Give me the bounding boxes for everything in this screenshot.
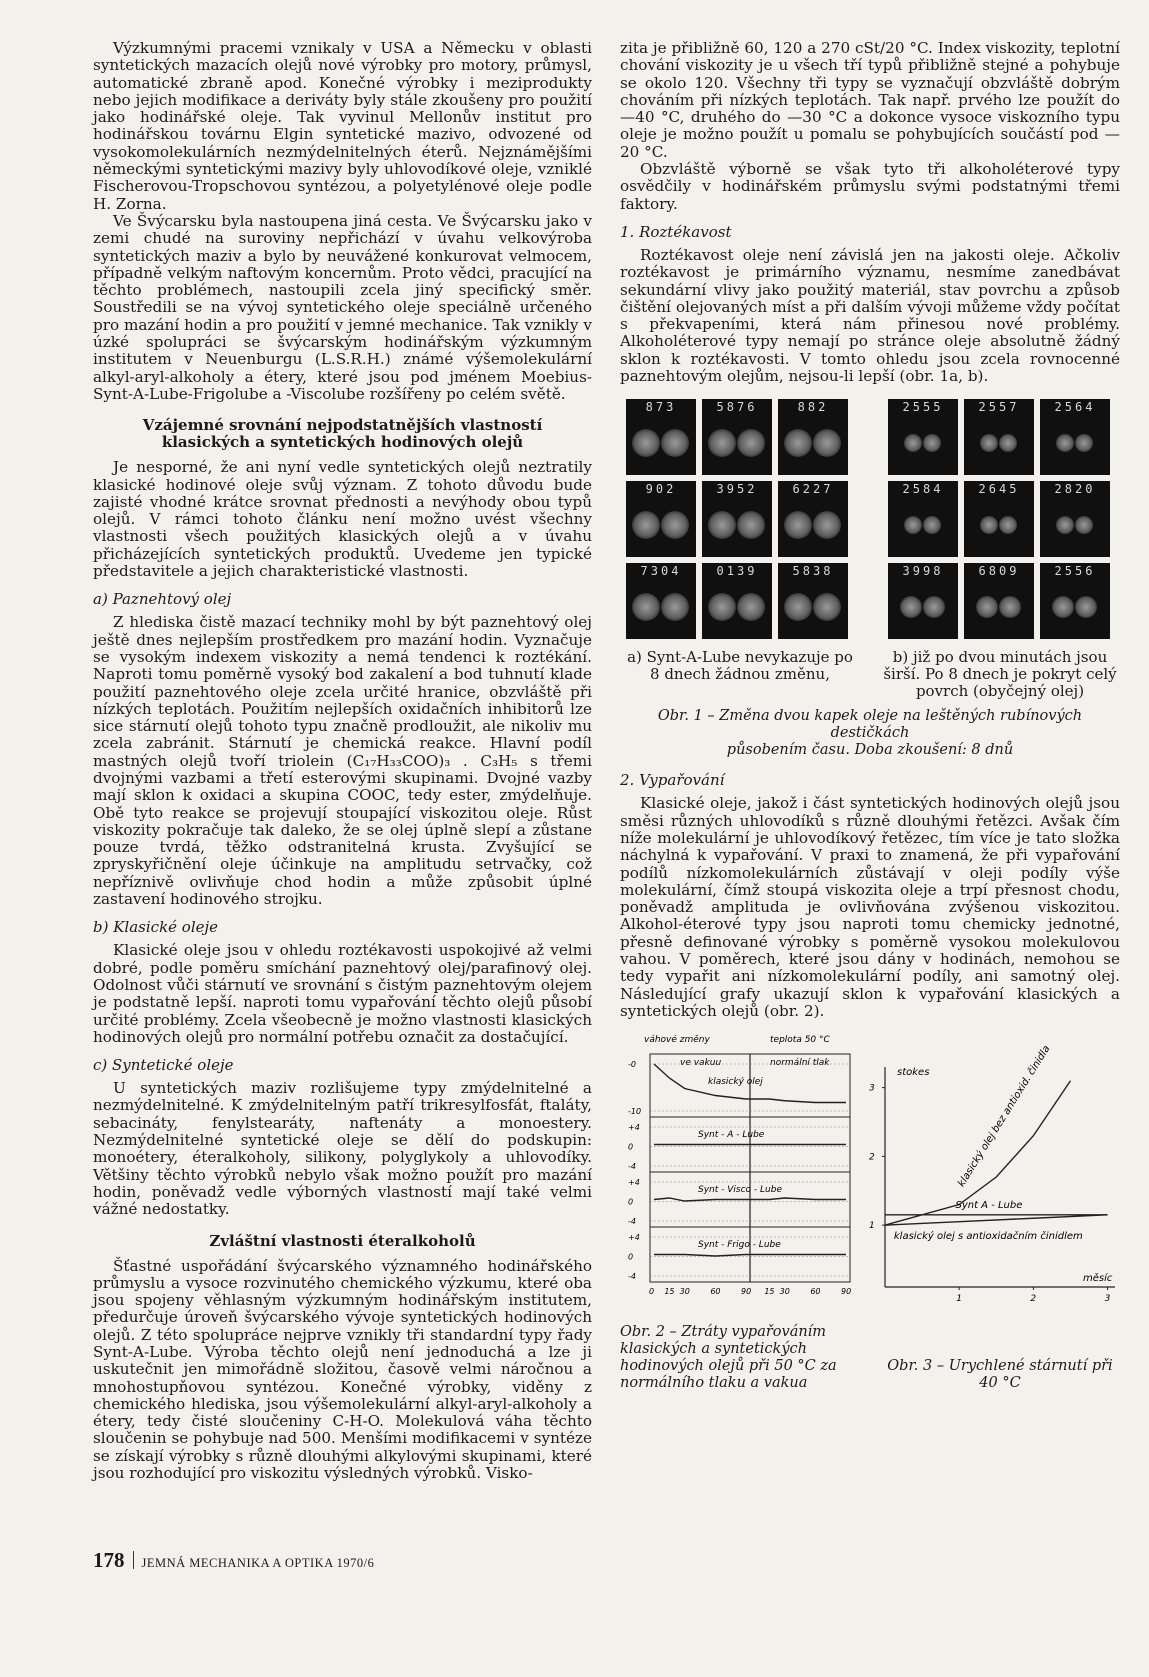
photo-tile <box>964 481 1034 557</box>
figure-1-subcaptions <box>620 649 1120 700</box>
oil-drop <box>661 593 689 621</box>
oil-drop <box>904 434 922 452</box>
photo-tile <box>888 399 958 475</box>
fig3-series-label: klasický olej bez antioxid. činidla <box>956 1043 1053 1190</box>
figure-3-caption: Obr. 3 – Urychlené stárnutí při 40 °C <box>887 1358 1113 1392</box>
section-heading-comparison <box>93 417 592 451</box>
oil-drop <box>904 516 922 534</box>
fig2-series-label: Synt - A - Lube <box>698 1130 765 1141</box>
fig2-y-tick: +4 <box>628 1123 640 1133</box>
photo-tile-number: 7304 <box>640 564 682 579</box>
fig2-series-label: Synt - Frigo - Lube <box>698 1240 781 1251</box>
fig2-x-tick: 90 <box>741 1287 752 1297</box>
photo-tile <box>702 563 772 639</box>
fig2-x-tick: 15 <box>664 1287 675 1297</box>
fig2-x-tick: 30 <box>779 1287 790 1297</box>
page-number: 178 <box>93 1548 125 1572</box>
oil-drop <box>999 596 1021 618</box>
paragraph-a: Z hlediska čistě mazací techniky mohl by být paznehtový olej ještě dnes nejlepším prostředkem pro mazání hodin. Vyznačuje se vysokým indexem viskozity a nemá tendenci k roztékání. Naproti tomu poměrně vysoký bod zakalení a bod tuhnutí klade použití paznehtového oleje zcela určité hranice, obzvláště při nízkých teplotách. Použitím nejlepších oxidačních inhibitorů lze sice stárnutí olejů tohoto typu značně prodloužit, ale nikoliv mu zcela zabránit. Stárnutí je chemická reakce. Hlavní podíl mastných olejů tvoří triolein (C₁₇H₃₃COO)₃ . C₃H₅ s třemi dvojnými vazbami a třetí esterovými skupinami. Dvojné vazby mají sklon k oxidaci a skupina COOC, tedy ester, zmýdelňuje. Obě tyto reakce se projevují stoupající viskozitou oleje. Růst viskozity pokračuje tak daleko, že se olej úplně slepí a zůstane pouze tvrdá, těžko odstranitelná krusta. Zvyšující se zpryskyřičnění oleje účinkuje na amplitudu setrvačky, což nepříznivě ovlivňuje chod hodin a může způsobit úplné zastavení hodinového strojku. <box>93 613 592 909</box>
photo-tile-number: 2820 <box>1054 482 1096 497</box>
intro-paragraph-2: Ve Švýcarsku byla nastoupena jiná cesta. Ve Švýcarsku jako v zemi chudé na suroviny nepřichází v úvahu velkovýroba syntetických maziv a bylo by neuvážené konkurovat velmocem, případně velkým naftovým koncernům. Proto vědci, pracující na těchto problémech, nastoupili zcela jiný specifický směr. Soustředili se na vývoj syntetického oleje speciálně určeného pro mazání hodin a pro použití v jemné mechanice. Tak vznikly v úzké spolupráci se švýcarským hodinářským výzkumným institutem v Neuenburgu (L.S.R.H.) známé výšemolekulární alkyl-aryl-alkoholy a étery, které jsou pod jménem Moebius-Synt-A-Lube-Frigolube a -Viscolube rozšířeny po celém světě. <box>93 211 592 403</box>
photo-tile <box>626 481 696 557</box>
oil-drop <box>999 516 1017 534</box>
photo-tile <box>964 399 1034 475</box>
paragraph-b: Klasické oleje jsou v ohledu roztékavosti uspokojivé až velmi dobré, podle poměru smíchání paznehtový olej/parafinový olej. Odolnost vůči stárnutí ve srovnání s čistým paznehtovým olejem je podstatně lepší. naproti tomu vypařování těchto olejů působí určité problémy. Zcela všeobecně je možno vlastnosti klasických hodinových olejů pro normální potřebu označit za dostačující. <box>93 941 592 1046</box>
photo-tile <box>1040 563 1110 639</box>
fig2-panel-label: ve vakuu <box>680 1058 722 1069</box>
photo-tile-number: 873 <box>645 400 677 415</box>
fig2-y-tick: -4 <box>628 1272 636 1282</box>
oil-drop <box>976 596 998 618</box>
fig2-y-tick: -4 <box>628 1217 636 1227</box>
heading-line-1: Vzájemné srovnání nejpodstatnějších vlastností <box>142 416 543 435</box>
oil-drop <box>737 429 765 457</box>
fig2-series-label: Synt - Visco - Lube <box>698 1185 782 1196</box>
photo-tile-number: 2564 <box>1054 400 1096 415</box>
fig2-y-tick: -10 <box>628 1107 642 1117</box>
oil-drop <box>923 516 941 534</box>
photo-tile <box>1040 399 1110 475</box>
fig2-x-tick: 0 <box>649 1287 655 1297</box>
photo-tile <box>626 399 696 475</box>
figure-1b-caption: b) již po dvou minutách jsou širší. Po 8 dnech je pokryt celý povrch (obyčejný olej) <box>883 648 1117 701</box>
oil-drop <box>632 511 660 539</box>
subheading-a: a) Paznehtový olej <box>93 590 232 609</box>
fig3-y-tick: 1 <box>869 1221 875 1232</box>
oil-drop <box>708 511 736 539</box>
photo-tile <box>626 563 696 639</box>
oil-drop <box>784 429 812 457</box>
oil-drop <box>980 434 998 452</box>
fig2-y-tick: 0 <box>628 1142 634 1152</box>
figures-2-3-charts <box>620 1032 1120 1322</box>
fig2-y-tick: 0 <box>628 1197 634 1207</box>
fig2-series-label: klasický olej <box>708 1077 763 1088</box>
oil-drop <box>923 434 941 452</box>
photo-tile-number: 3952 <box>716 482 758 497</box>
photo-tile <box>888 563 958 639</box>
photo-tile-number: 0139 <box>716 564 758 579</box>
figure-1a-caption: a) Synt-A-Lube nevykazuje po 8 dnech žádnou změnu, <box>627 648 853 684</box>
photo-tile <box>778 563 848 639</box>
footer-divider <box>133 1551 134 1569</box>
photo-tile-number: 2556 <box>1054 564 1096 579</box>
oil-drop <box>1052 596 1074 618</box>
left-column <box>93 40 592 1482</box>
oil-drop <box>737 511 765 539</box>
oil-drop <box>1075 434 1093 452</box>
oil-drop <box>813 429 841 457</box>
right-column <box>620 40 1120 1392</box>
fig2-x-tick: 30 <box>679 1287 690 1297</box>
photo-tile <box>1040 481 1110 557</box>
fig2-x-tick: 60 <box>710 1287 721 1297</box>
journal-name: JEMNÁ MECHANIKA A OPTIKA 1970/6 <box>141 1556 375 1570</box>
fig3-y-tick: 2 <box>869 1152 875 1163</box>
fig2-y-tick: +4 <box>628 1178 640 1188</box>
photo-tile <box>888 481 958 557</box>
oil-drop <box>708 429 736 457</box>
photo-tile-number: 902 <box>645 482 677 497</box>
heading-line-2: klasických a syntetických hodinových olejů <box>161 433 524 452</box>
photo-tile-number: 5838 <box>792 564 834 579</box>
oil-drop <box>999 434 1017 452</box>
fig2-x-tick: 15 <box>764 1287 775 1297</box>
fig2-y-tick: 0 <box>628 1252 634 1262</box>
figure-1-photo-grid <box>620 399 1120 643</box>
oil-drop <box>1075 516 1093 534</box>
fig3-x-tick: 2 <box>1030 1294 1037 1305</box>
oil-drop <box>813 511 841 539</box>
photo-tile-number: 2555 <box>902 400 944 415</box>
photo-tile <box>964 563 1034 639</box>
fig2-y-tick: -0 <box>628 1060 636 1070</box>
subheading-b: b) Klasické oleje <box>93 918 219 937</box>
subheading-c: c) Syntetické oleje <box>93 1056 234 1075</box>
intro-paragraph-1: Výzkumnými pracemi vznikaly v USA a Německu v oblasti syntetických mazacích olejů nové výrobky pro motory, průmysl, automatické zbraně apod. Konečné výrobky i meziprodukty nebo jejich modifikace a deriváty byly stále zkoušeny pro použití jako hodinářské oleje. Tak vyvinul Mellonův institut pro hodinářskou továrnu Elgin syntetické mazivo, odvozené od vysokomolekulárních nezmýdelnitelných éterů. Nejznámějšími německými syntetickými mazivy byly uhlovodíkové oleje, vzniklé Fischerovou-Tropschovou syntézou, a polyetylénové oleje podle H. Zorna. <box>93 39 592 213</box>
oil-drop <box>784 593 812 621</box>
oil-drop <box>632 429 660 457</box>
oil-drop <box>737 593 765 621</box>
fig3-ylabel: stokes <box>897 1067 930 1079</box>
fig3-y-tick: 3 <box>869 1083 875 1094</box>
fig3-series-label: klasický olej s antioxidačním činidlem <box>893 1231 1083 1243</box>
subheading-1: 1. Roztékavost <box>620 222 732 241</box>
oil-drop <box>632 593 660 621</box>
oil-drop <box>980 516 998 534</box>
photo-tile-number: 6227 <box>792 482 834 497</box>
photo-tile-number: 6809 <box>978 564 1020 579</box>
comparison-paragraph: Je nesporné, že ani nyní vedle syntetických olejů neztratily klasické hodinové oleje svůj význam. Z tohoto důvodu bude zajisté vhodné krátce srovnat přednosti a nevýhody obou typů olejů. V rámci tohoto článku není možno uvést všechny vlastnosti všech použitých klasických olejů a v úvahu přicházejících syntetických produktů. Uvedeme jen typické představitele a jejich charakteristické vlastnosti. <box>93 458 592 581</box>
subheading-2: 2. Vypařování <box>620 771 725 790</box>
photo-tile <box>702 399 772 475</box>
fig3-x-tick: 1 <box>956 1294 962 1305</box>
fig2-y-tick: -4 <box>628 1162 636 1172</box>
photo-tile-number: 3998 <box>902 564 944 579</box>
photo-tile <box>778 399 848 475</box>
fig3-series-label: Synt A - Lube <box>955 1200 1023 1212</box>
figure-1-caption <box>620 708 1120 759</box>
figure-1-caption-line-1: Obr. 1 – Změna dvou kapek oleje na leštěných rubínových destičkách <box>657 708 1083 742</box>
photo-tile-number: 2584 <box>902 482 944 497</box>
photo-tile-number: 2645 <box>978 482 1020 497</box>
figure-captions-2-3 <box>620 1324 1120 1392</box>
evaporation-paragraph: Klasické oleje, jakož i část syntetických hodinových olejů jsou směsi různých uhlovodíků s různě dlouhými řetězci. Avšak čím níže molekulární je uhlovodíkový řetězec, tím více je tato složka náchylná k vypařování. V praxi to znamená, že při vypařování podílů nízkomolekulárních zůstávají v oleji podíly výše molekulární, čímž stoupá viskozita oleje a trpí přesnost chodu, poněvadž amplituda je ovlivňována zvýšenou viskozitou. Alkohol-éterové typy jsou naproti tomu chemicky jednotné, přesně definované výrobky s poměrně vysokou molekulovou vahou. V poměrech, které jsou dány v hodinách, nemohou se tedy vypařit ani nízkomolekulární podíly, ani samotný olej. Následující grafy ukazují sklon k vypařování klasických a syntetických olejů (obr. 2). <box>620 794 1120 1020</box>
oil-drop <box>661 511 689 539</box>
photo-tile <box>702 481 772 557</box>
fig3-xlabel: měsíc <box>1083 1273 1113 1285</box>
oil-drop <box>784 511 812 539</box>
photo-tile-number: 882 <box>797 400 829 415</box>
figure-2-caption: Obr. 2 – Ztráty vypařováním klasických a syntetických hodinových olejů při 50 °C za normálního tlaku a vakua <box>620 1324 837 1392</box>
page-footer <box>93 1548 374 1573</box>
oil-drop <box>923 596 945 618</box>
oil-drop <box>813 593 841 621</box>
ether-paragraph: Šťastné uspořádání švýcarského významného hodinářského průmyslu a vysoce rozvinutého chemického výzkumu, které oba jsou spojeny věhlasným výzkumným hodinářským institutem, předurčuje úroveň švýcarského vývoje syntetických hodinových olejů. Z této spolupráce nejprve vznikly tři standardní typy řady Synt-A-Lube. Výroba těchto olejů není jednoduchá a lze ji uskutečnit jen mimořádně složitou, časově velmi náročnou a mnohostupňovou syntézou. Konečné výrobky, viděny z chemického hlediska, jsou výšemolekulární alkyl-aryl-alkoholy a étery, tedy čisté sloučeniny C-H-O. Molekulová váha těchto sloučenin se pohybuje nad 500. Menšími modifikacemi v syntéze se získají výrobky s různě dlouhými alkylovými skupinami, které jsou rozhodující pro viskozitu výsledných výrobků. Visko- <box>93 1256 592 1483</box>
oil-drop <box>900 596 922 618</box>
oil-drop <box>661 429 689 457</box>
fig2-x-tick: 90 <box>841 1287 852 1297</box>
spreading-paragraph: Roztékavost oleje není závislá jen na jakosti oleje. Ačkoliv roztékavost je primárního významu, nesmíme zanedbávat sekundární vlivy jako použitý materiál, stav povrchu a způsob čištění olejovaných míst a při dalším vývoji můžeme vždy počítat s překvapeními, která nám přinesou nové problémy. Alkoholéterové typy nemají po stránce oleje absolutně žádný sklon k roztékavosti. V tomto ohledu jsou zcela rovnocenné paznehtovým olejům, nejsou-li lepší (obr. 1a, b). <box>620 245 1120 386</box>
section-heading-ether: Zvláštní vlastnosti éteralkoholů <box>209 1231 476 1250</box>
oil-drop <box>1056 434 1074 452</box>
photo-tile <box>778 481 848 557</box>
continuation-paragraph: zita je přibližně 60, 120 a 270 cSt/20 °C. Index viskozity, teplotní chování viskozity je u všech tří typů přibližně stejné a pohybuje se okolo 120. Všechny tři typy se vyznačují obzvláště dobrým chováním při nízkých teplotách. Tak např. prvého lze použít do —40 °C, druhého do —30 °C a dokonce vysoce viskozního typu oleje je možno použít u pomalu se pohybujících součástí pod —20 °C. <box>620 39 1120 161</box>
figure-1-caption-line-2: působením času. Doba zkoušení: 8 dnů <box>726 742 1014 759</box>
fig2-y-tick: +4 <box>628 1233 640 1243</box>
three-factors-paragraph: Obzvláště výborně se však tyto tři alkoholéterové typy osvědčily v hodinářském průmyslu svými podstatnými třemi faktory. <box>620 160 1120 213</box>
paragraph-c: U syntetických maziv rozlišujeme typy zmýdelnitelné a nezmýdelnitelné. K zmýdelnitelným patří trikresylfosfát, ftaláty, sebacináty, fenylstearáty, naftenáty a monoestery. Nezmýdelnitelné syntetické oleje se dělí do podskupin: monoétery, éteralkoholy, silikony, polyglykoly a uhlovodíky. Většiny těchto výrobků nebylo však možno použít pro mazání hodin, poněvadž vedle výborných vlastností mají také velmi vážné nedostatky. <box>93 1079 592 1219</box>
oil-drop <box>1075 596 1097 618</box>
oil-drop <box>708 593 736 621</box>
fig2-annotation: teplota 50 °C <box>770 1035 830 1046</box>
fig2-x-tick: 60 <box>810 1287 821 1297</box>
photo-tile-number: 5876 <box>716 400 758 415</box>
oil-drop <box>1056 516 1074 534</box>
fig2-panel-label: normální tlak <box>770 1058 830 1069</box>
photo-tile-number: 2557 <box>978 400 1020 415</box>
fig3-x-tick: 3 <box>1104 1294 1111 1305</box>
fig2-ylabel: váhové změny <box>644 1035 710 1046</box>
